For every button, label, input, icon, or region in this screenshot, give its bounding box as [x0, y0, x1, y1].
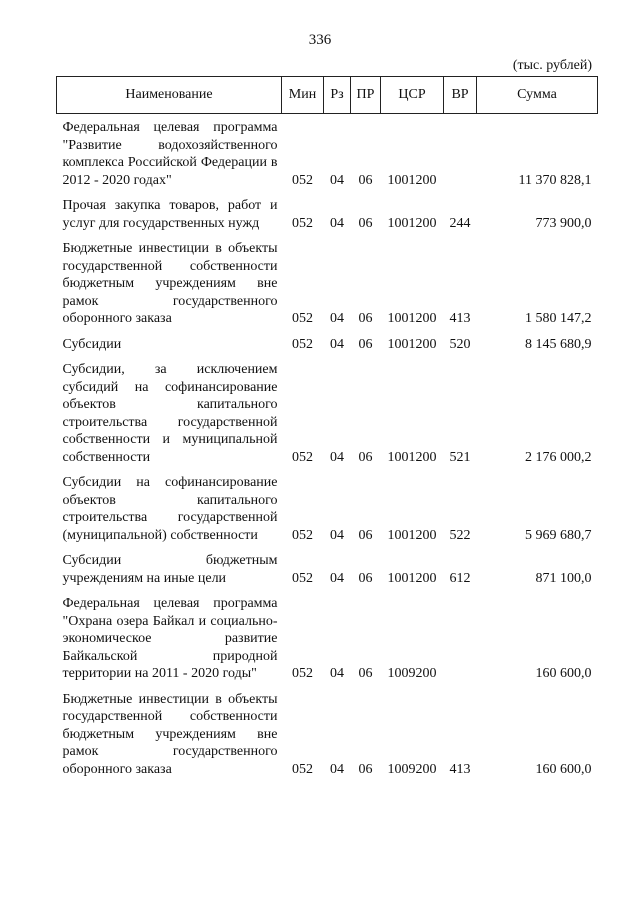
table-row	[57, 235, 598, 331]
row-csr: 1009200	[387, 666, 437, 681]
row-min: 052	[292, 570, 313, 586]
row-csr: 1009200	[387, 761, 437, 777]
row-sum: 8 145 680,9	[525, 336, 592, 352]
row-name: Субсидии на софинансирование объектов капитального строительства государственной (муниципальной) собственности	[62, 475, 278, 543]
row-name: Субсидии бюджетным учреждениям на иные цели	[62, 553, 278, 586]
row-rz: 04	[330, 215, 344, 231]
row-name: Субсидии, за исключением субсидий на софинансирование объектов капитального строительства государственной собственности и муниципальной собственности	[62, 362, 278, 465]
row-csr: 1001200	[387, 449, 437, 465]
row-vr: 522	[449, 527, 471, 543]
row-sum: 2 176 000,2	[525, 449, 592, 465]
header-sum: Сумма	[477, 77, 598, 114]
header-name: Наименование	[57, 77, 282, 114]
row-pr: 06	[358, 666, 373, 681]
row-min: 052	[292, 666, 313, 681]
row-sum: 160 600,0	[535, 761, 592, 777]
row-csr: 1001200	[387, 172, 437, 188]
row-vr: 244	[449, 215, 471, 231]
row-rz: 04	[330, 336, 344, 352]
units-label: (тыс. рублей)	[512, 58, 592, 73]
row-vr	[444, 590, 477, 686]
header-min: Мин	[282, 77, 324, 114]
header-rz: Рз	[324, 77, 351, 114]
row-csr: 1001200	[387, 311, 437, 326]
table-row	[57, 590, 598, 686]
row-sum: 160 600,0	[535, 666, 592, 681]
row-vr: 520	[449, 336, 471, 352]
row-min: 052	[292, 336, 313, 352]
row-sum: 773 900,0	[535, 215, 592, 231]
row-name: Федеральная целевая программа "Охрана озера Байкал и социально-экономическое развитие Байкальской природной территории на 2011 - 2020 годы"	[62, 596, 278, 681]
row-rz: 04	[330, 761, 344, 777]
table-header-row	[57, 77, 598, 114]
row-rz: 04	[330, 172, 344, 188]
row-vr: 413	[449, 311, 471, 326]
page-number: 336	[308, 32, 332, 48]
row-name: Субсидии	[62, 336, 122, 352]
row-rz: 04	[330, 527, 344, 543]
row-min: 052	[292, 527, 313, 543]
row-csr: 1001200	[387, 215, 437, 231]
row-csr: 1001200	[387, 336, 437, 352]
row-sum: 871 100,0	[535, 570, 592, 586]
row-rz: 04	[330, 311, 344, 326]
row-pr: 06	[358, 527, 373, 543]
row-min: 052	[292, 172, 313, 188]
header-pr: ПР	[351, 77, 381, 114]
table-row	[57, 114, 598, 193]
row-name: Бюджетные инвестиции в объекты государственной собственности бюджетным учреждениям вне рамок государственного оборонного заказа	[62, 241, 278, 326]
row-pr: 06	[358, 215, 373, 231]
row-pr: 06	[358, 449, 373, 465]
row-rz: 04	[330, 449, 344, 465]
row-pr: 06	[358, 311, 373, 326]
row-sum: 5 969 680,7	[525, 527, 592, 543]
row-name: Федеральная целевая программа "Развитие водохозяйственного комплекса Российской Федерации в 2012 - 2020 годах"	[62, 120, 278, 188]
row-pr: 06	[358, 761, 373, 777]
row-csr: 1001200	[387, 570, 437, 586]
table-row	[57, 192, 598, 235]
row-pr: 06	[358, 336, 373, 352]
budget-table	[56, 76, 598, 781]
row-min: 052	[292, 215, 313, 231]
row-min: 052	[292, 761, 313, 777]
row-name: Бюджетные инвестиции в объекты государственной собственности бюджетным учреждениям вне рамок государственного оборонного заказа	[62, 691, 278, 777]
row-csr: 1001200	[387, 527, 437, 543]
row-rz: 04	[330, 666, 344, 681]
row-pr: 06	[358, 570, 373, 586]
row-sum: 11 370 828,1	[518, 172, 592, 188]
header-vr: ВР	[444, 77, 477, 114]
table-row	[57, 356, 598, 469]
row-vr: 521	[449, 449, 471, 465]
row-pr: 06	[358, 172, 373, 188]
row-vr	[444, 114, 477, 193]
row-rz: 04	[330, 570, 344, 586]
row-min: 052	[292, 449, 313, 465]
row-min: 052	[292, 311, 313, 326]
table-row	[57, 686, 598, 782]
table-row	[57, 331, 598, 357]
table-row	[57, 469, 598, 547]
row-name: Прочая закупка товаров, работ и услуг для государственных нужд	[62, 198, 278, 231]
table-row	[57, 547, 598, 590]
row-vr: 612	[449, 570, 471, 586]
row-sum: 1 580 147,2	[525, 311, 592, 326]
header-csr: ЦСР	[381, 77, 444, 114]
row-vr: 413	[449, 761, 471, 777]
